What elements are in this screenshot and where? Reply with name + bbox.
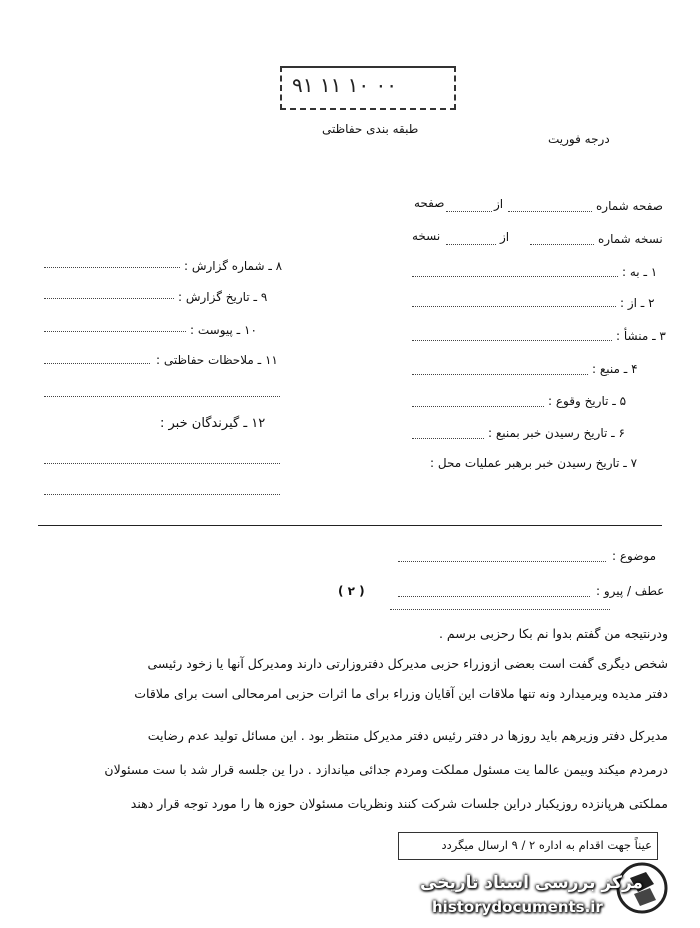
copy-number-label: نسخه شماره bbox=[598, 232, 663, 246]
page-number-line bbox=[508, 211, 592, 212]
field-security-notes-label: ۱۱ ـ ملاحظات حفاظتی : bbox=[156, 353, 278, 367]
field-to-line bbox=[412, 276, 618, 277]
field-recipients-line-2 bbox=[44, 494, 280, 495]
page-total-line bbox=[446, 211, 492, 212]
section-divider bbox=[38, 525, 662, 526]
field-leader-receipt-date-label: ۷ ـ تاریخ رسیدن خبر برهبر عملیات محل : bbox=[430, 456, 638, 470]
field-origin-line bbox=[412, 340, 612, 341]
field-report-date-line bbox=[44, 298, 174, 299]
copy-unit-label: نسخه bbox=[412, 229, 441, 243]
body-line: درمردم میکند وبیمن عالما یت مسئول مملکت ومردم جدائی میاندازد . درا ین جلسه قرار شد با ست مسئولان bbox=[104, 762, 668, 777]
reference-line bbox=[398, 596, 590, 597]
field-report-number-line bbox=[44, 267, 180, 268]
field-security-notes-line bbox=[44, 363, 150, 364]
page-number-label: صفحه شماره bbox=[596, 199, 663, 213]
page-unit-label: صفحه bbox=[414, 196, 445, 210]
field-source-receipt-date-line bbox=[412, 438, 484, 439]
body-line: مدیرکل دفتر وزیرهم باید روزها در دفتر رئیس دفتر مدیرکل منتظر بود . این مسائل تولید عدم رضایت bbox=[147, 728, 668, 743]
reference-line-2 bbox=[390, 609, 610, 610]
field-source-receipt-date-label: ۶ ـ تاریخ رسیدن خبر بمنبع : bbox=[488, 426, 625, 440]
field-recipients-label: ۱۲ ـ گیرندگان خبر : bbox=[160, 416, 266, 431]
body-line: شخص دیگری گفت است بعضی ازوزراء حزبی مدیرکل دفتروزارتی دارند ومدیرکل آنها یا زخود رئیسی bbox=[147, 656, 668, 671]
stamp-code: ۹۱ ۱۱ ۱۰ ۰۰ bbox=[292, 73, 398, 97]
watermark-site: historydocuments.ir bbox=[432, 898, 603, 916]
field-security-notes-line-2 bbox=[44, 396, 280, 397]
body-line: ودرنتیجه من گفتم بدوا نم بکا رحزبی برسم . bbox=[438, 626, 668, 641]
body-line: مملکتی هرپانزده روزیکبار دراین جلسات شرکت کنند ونظریات مسئولان حوزه ها را مورد توجه قرار دهند bbox=[130, 796, 668, 811]
classification-label: طبقه بندی حفاظتی bbox=[322, 122, 419, 136]
field-to-label: ۱ ـ به : bbox=[622, 265, 658, 279]
field-attachment-line bbox=[44, 331, 186, 332]
copy-total-line bbox=[446, 244, 496, 245]
page-of-label: از bbox=[494, 197, 504, 211]
field-recipients-line-1 bbox=[44, 463, 280, 464]
field-event-date-line bbox=[412, 406, 544, 407]
field-attachment-label: ۱۰ ـ پیوست : bbox=[190, 323, 257, 337]
field-from-label: ۲ ـ از : bbox=[620, 296, 655, 310]
body-line: دفتر مدیده ویرمیدارد ونه تنها ملاقات این آقایان وزراء برای ما اثرات حزبی امرمحالی است برای ملاقات bbox=[134, 686, 668, 701]
reference-label: عطف / پیرو : bbox=[596, 584, 665, 598]
field-report-number-label: ۸ ـ شماره گزارش : bbox=[184, 259, 283, 273]
forwarding-note: عیناً جهت اقدام به اداره ۲ / ۹ ارسال میگردد bbox=[441, 838, 652, 852]
subject-line bbox=[398, 561, 606, 562]
page-number: ( ۲ ) bbox=[338, 584, 365, 598]
field-report-date-label: ۹ ـ تاریخ گزارش : bbox=[178, 290, 268, 304]
field-event-date-label: ۵ ـ تاریخ وقوع : bbox=[548, 394, 627, 408]
copy-of-label: از bbox=[500, 230, 510, 244]
field-source-label: ۴ ـ منبع : bbox=[592, 362, 638, 376]
priority-label: درجه فوریت bbox=[548, 132, 610, 146]
field-source-line bbox=[412, 374, 588, 375]
copy-number-line bbox=[530, 244, 594, 245]
field-from-line bbox=[412, 306, 616, 307]
watermark-title: مرکز بررسی اسناد تاریخی bbox=[420, 873, 643, 893]
field-origin-label: ۳ ـ منشأ : bbox=[616, 329, 666, 343]
subject-label: موضوع : bbox=[612, 549, 657, 563]
